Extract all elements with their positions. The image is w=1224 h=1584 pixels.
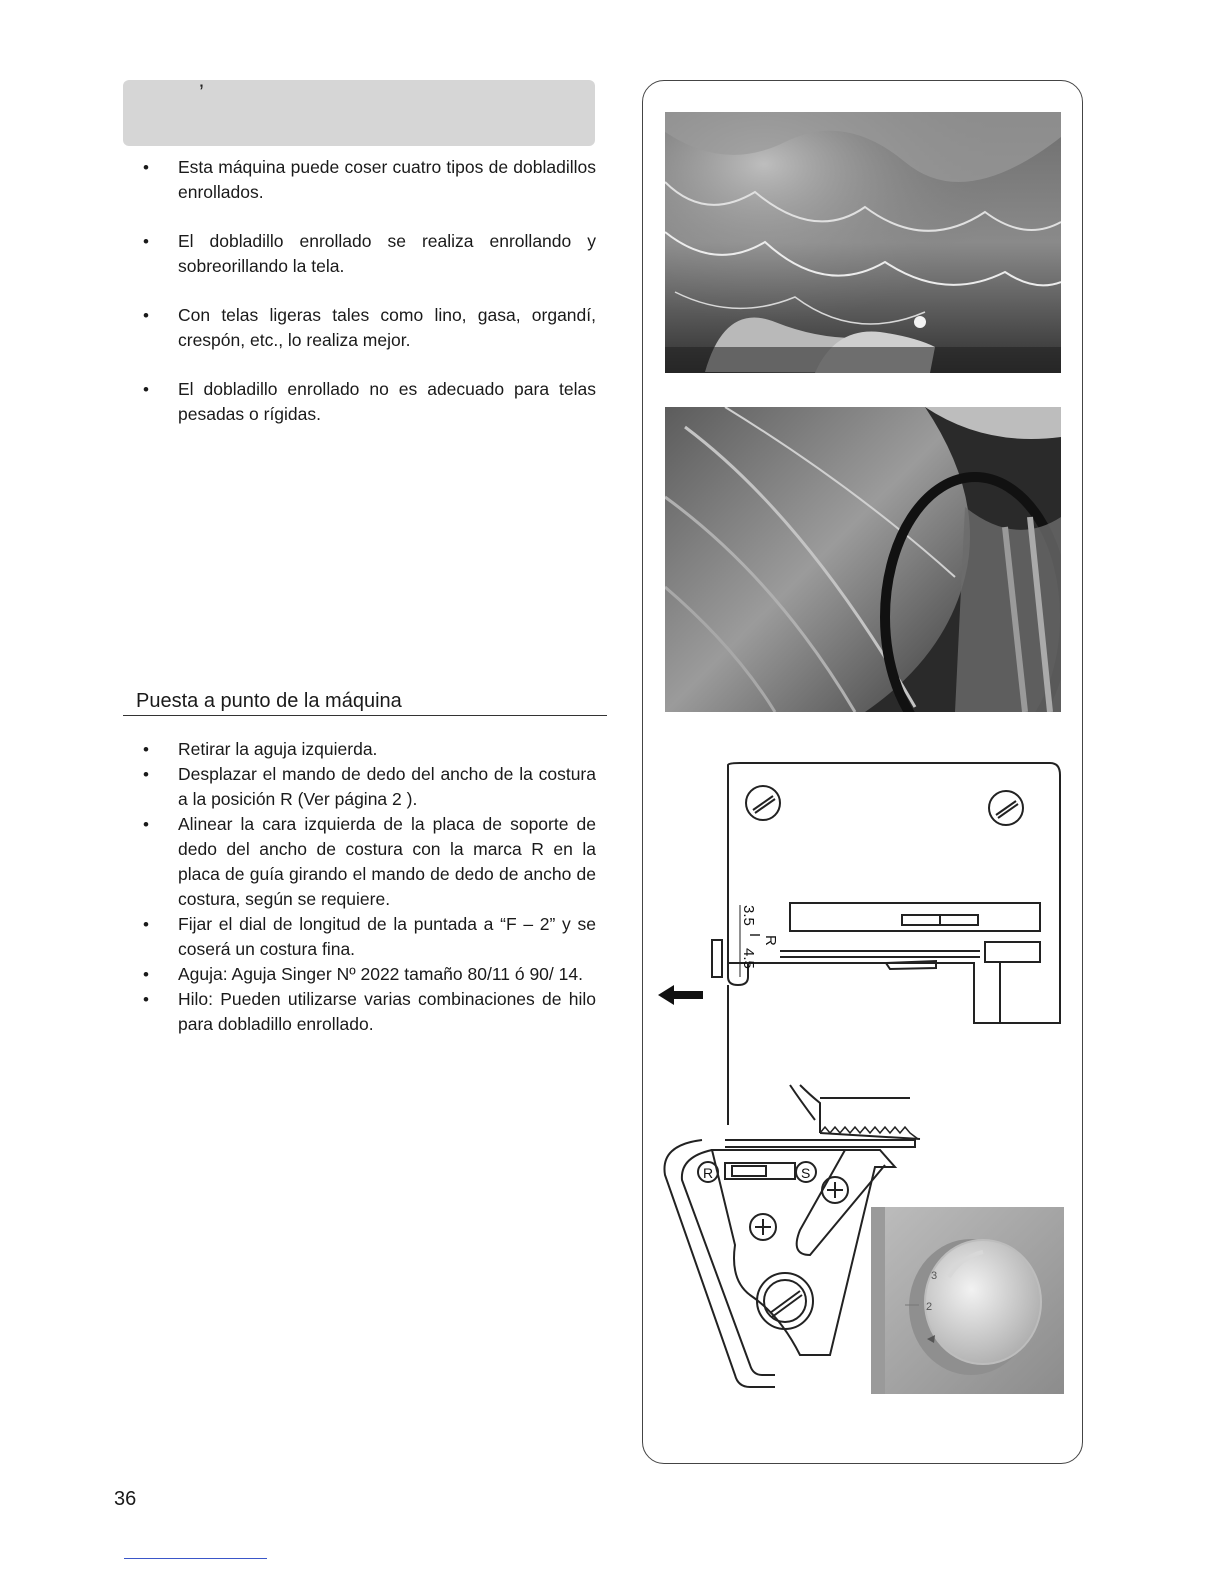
page-number: 36 — [114, 1488, 137, 1510]
list-item-text: Retirar la aguja izquierda. — [178, 739, 378, 759]
list-item — [122, 912, 596, 962]
footer-divider — [124, 1558, 267, 1559]
list-item — [122, 737, 596, 762]
scale-label-bottom: 4.5 — [740, 948, 757, 969]
scale-label-top: 3.5 — [740, 905, 757, 926]
guide-mark-s: S — [801, 1165, 811, 1181]
list-item — [122, 303, 596, 353]
bullet-icon: • — [143, 380, 149, 399]
throat-plate — [728, 763, 1060, 1023]
dress-hem-photo — [665, 112, 1061, 373]
list-item-text: Desplazar el mando de dedo del ancho de la costura a la posición R (Ver página 2 ). — [178, 764, 596, 809]
list-item-text: El dobladillo enrollado se realiza enrollando y sobreorillando la tela. — [178, 231, 596, 276]
dial-label-2: 2 — [926, 1301, 933, 1313]
header-box — [123, 80, 595, 146]
setup-list — [122, 737, 596, 1037]
bullet-icon: • — [143, 765, 149, 784]
scale-label-mark: R — [762, 935, 779, 946]
list-item — [122, 987, 596, 1037]
guide-mark-r: R — [703, 1165, 714, 1181]
arrow-left-icon — [658, 985, 703, 1005]
list-item — [122, 762, 596, 812]
list-item-text: Esta máquina puede coser cuatro tipos de dobladillos enrollados. — [178, 157, 596, 202]
list-item-text: Alinear la cara izquierda de la placa de soporte de dedo del ancho de costura con la marca R en la placa de guía girando el mando de dedo de ancho de costura, según se requiere. — [178, 814, 596, 909]
list-item — [122, 155, 596, 205]
fabric-photo — [665, 407, 1061, 712]
header-mark: ’ — [199, 80, 204, 105]
bullet-icon: • — [143, 965, 149, 984]
bullet-icon: • — [143, 306, 149, 325]
bullet-icon: • — [143, 158, 149, 177]
bullet-icon: • — [143, 232, 149, 251]
stitch-length-dial-photo — [871, 1207, 1064, 1394]
bullet-icon: • — [143, 990, 149, 1009]
list-item-text: Aguja: Aguja Singer Nº 2022 tamaño 80/11 ó 90/ 14. — [178, 964, 583, 984]
bullet-icon: • — [143, 815, 149, 834]
list-item-text: El dobladillo enrollado no es adecuado para telas pesadas o rígidas. — [178, 379, 596, 424]
dial-label-3: 3 — [931, 1270, 938, 1282]
list-item-text: Hilo: Pueden utilizarse varias combinaciones de hilo para dobladillo enrollado. — [178, 989, 596, 1034]
section-title: Puesta a punto de la máquina — [123, 690, 607, 716]
intro-list — [122, 155, 596, 451]
bullet-icon: • — [143, 915, 149, 934]
list-item-text: Con telas ligeras tales como lino, gasa, organdí, crespón, etc., lo realiza mejor. — [178, 305, 596, 350]
list-item-text: Fijar el dial de longitud de la puntada a “F – 2” y se coserá un costura fina. — [178, 914, 596, 959]
list-item — [122, 962, 596, 987]
list-item — [122, 229, 596, 279]
bullet-icon: • — [143, 740, 149, 759]
list-item — [122, 377, 596, 427]
list-item — [122, 812, 596, 912]
